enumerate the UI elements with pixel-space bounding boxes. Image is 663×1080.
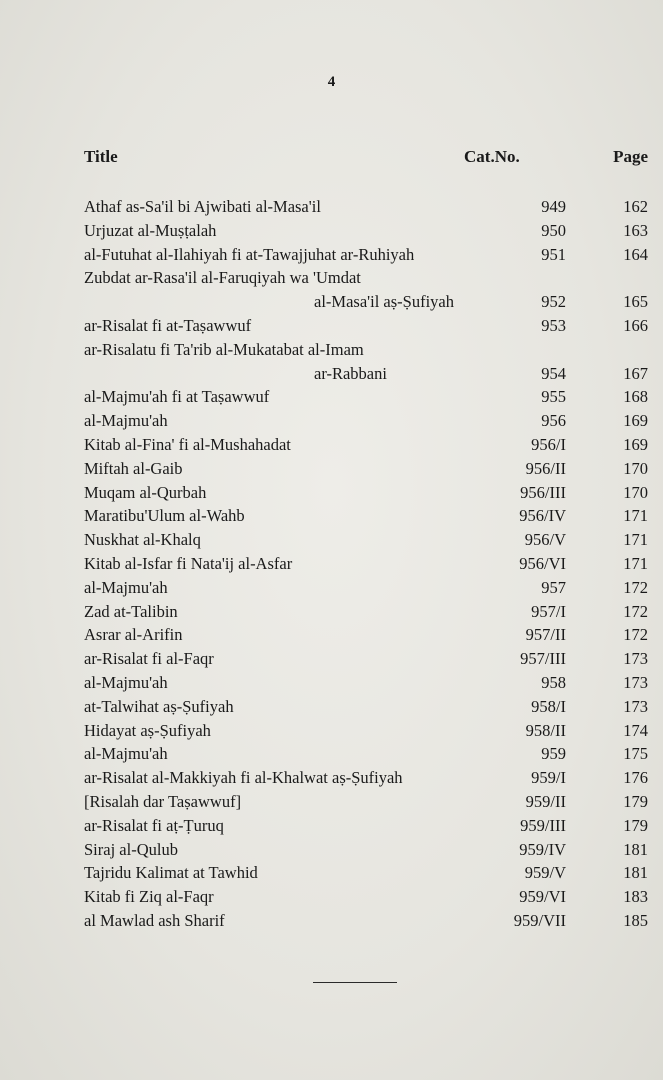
entry-cat-no: 959/I (531, 768, 566, 788)
entry-page: 175 (623, 744, 648, 764)
catalog-row (84, 839, 648, 863)
table-header (84, 147, 648, 169)
catalog-row (84, 862, 648, 886)
entry-title: Hidayat aṣ-Ṣufiyah (84, 720, 211, 740)
catalog-row (84, 553, 648, 577)
entry-page: 173 (623, 672, 648, 692)
entry-page: 168 (623, 387, 648, 407)
header-page: Page (613, 147, 648, 166)
entry-cat-no: 950 (541, 220, 566, 240)
entry-page: 164 (623, 244, 648, 264)
entry-cat-no: 953 (541, 315, 566, 335)
entry-page: 183 (623, 887, 648, 907)
entry-cat-no: 951 (541, 244, 566, 264)
catalog-row (84, 529, 648, 553)
catalog-row (84, 339, 648, 363)
entry-page: 185 (623, 910, 648, 930)
catalog-row (84, 291, 648, 315)
entry-page: 172 (623, 601, 648, 621)
entry-cat-no: 956/IV (519, 506, 566, 526)
entry-title: Maratibu'Ulum al-Wahb (84, 506, 245, 526)
entry-page: 169 (623, 411, 648, 431)
catalog-row (84, 386, 648, 410)
catalog-row (84, 886, 648, 910)
entry-page: 171 (623, 530, 648, 550)
entry-title: ar-Risalat al-Makkiyah fi al-Khalwat aṣ-Ṣufiyah (84, 768, 403, 788)
entry-page: 172 (623, 625, 648, 645)
entry-title: at-Talwihat aṣ-Ṣufiyah (84, 696, 234, 716)
catalog-row (84, 505, 648, 529)
entry-title: Muqam al-Qurbah (84, 482, 207, 502)
catalog-row (84, 791, 648, 815)
catalog-row (84, 244, 648, 268)
entry-page: 174 (623, 720, 648, 740)
entry-title: Kitab al-Fina' fi al-Mushahadat (84, 434, 291, 454)
entry-page: 181 (623, 839, 648, 859)
entry-cat-no: 958/I (531, 696, 566, 716)
entry-title: Nuskhat al-Khalq (84, 530, 201, 550)
entry-cat-no: 956/V (524, 530, 566, 550)
header-title: Title (84, 147, 118, 166)
entry-page: 170 (623, 482, 648, 502)
entry-cat-no: 956/VI (519, 553, 566, 573)
entry-title: ar-Risalat fi al-Faqr (84, 649, 214, 669)
catalog-row (84, 720, 648, 744)
entry-page: 165 (623, 292, 648, 312)
entry-page: 179 (623, 791, 648, 811)
catalog-row (84, 601, 648, 625)
header-cat-no: Cat.No. (464, 147, 520, 166)
entry-page: 181 (623, 863, 648, 883)
entry-title: Urjuzat al-Muṣṭalah (84, 220, 217, 240)
entry-page: 171 (623, 506, 648, 526)
catalog-row (84, 624, 648, 648)
footer-rule (313, 982, 397, 983)
entry-title: Kitab al-Isfar fi Nata'ij al-Asfar (84, 553, 293, 573)
entry-cat-no: 957/II (525, 625, 566, 645)
entry-title: Athaf as-Sa'il bi Ajwibati al-Masa'il (84, 197, 321, 216)
catalog-row (84, 315, 648, 339)
entry-title: ar-Risalat fi aṭ-Ṭuruq (84, 815, 224, 835)
entry-cat-no: 959/VI (519, 887, 566, 907)
entry-cat-no: 952 (541, 292, 566, 312)
entry-cat-no: 958 (541, 672, 566, 692)
entry-page: 163 (623, 220, 648, 240)
page-number: 4 (327, 74, 336, 90)
entry-cat-no: 956/I (531, 434, 566, 454)
entry-page: 166 (623, 315, 648, 335)
catalog-row (84, 648, 648, 672)
catalog-list (84, 196, 648, 934)
entry-title: Tajridu Kalimat at Tawhid (84, 863, 258, 883)
entry-cat-no: 959 (541, 744, 566, 764)
entry-title: al-Masa'il aṣ-Ṣufiyah (314, 292, 454, 312)
entry-title: Siraj al-Qulub (84, 839, 178, 859)
entry-title: al-Futuhat al-Ilahiyah fi at-Tawajjuhat ar-Ruhiyah (84, 244, 415, 264)
entry-page: 171 (623, 553, 648, 573)
entry-cat-no: 956/II (525, 458, 566, 478)
entry-cat-no: 957 (541, 577, 566, 597)
entry-title: ar-Risalat fi at-Taṣawwuf (84, 315, 252, 335)
entry-title: Asrar al-Arifin (84, 625, 183, 645)
catalog-row (84, 482, 648, 506)
entry-cat-no: 949 (541, 197, 566, 216)
entry-cat-no: 957/III (520, 649, 566, 669)
entry-page: 172 (623, 577, 648, 597)
catalog-row (84, 577, 648, 601)
catalog-row (84, 267, 648, 291)
entry-cat-no: 959/V (524, 863, 566, 883)
entry-cat-no: 958/II (525, 720, 566, 740)
entry-cat-no: 954 (541, 363, 566, 383)
entry-cat-no: 956/III (520, 482, 566, 502)
entry-title: al-Majmu'ah (84, 672, 168, 692)
entry-title: al Mawlad ash Sharif (84, 910, 225, 930)
catalog-row (84, 410, 648, 434)
catalog-row (84, 196, 648, 220)
catalog-row (84, 672, 648, 696)
entry-page: 173 (623, 649, 648, 669)
entry-cat-no: 959/III (520, 815, 566, 835)
entry-page: 173 (623, 696, 648, 716)
catalog-row (84, 434, 648, 458)
entry-cat-no: 957/I (531, 601, 566, 621)
entry-page: 176 (623, 768, 648, 788)
entry-cat-no: 959/II (525, 791, 566, 811)
catalog-row (84, 767, 648, 791)
entry-title: [Risalah dar Taṣawwuf] (84, 791, 242, 811)
entry-cat-no: 956 (541, 411, 566, 431)
entry-page: 167 (623, 363, 648, 383)
catalog-row (84, 910, 648, 934)
catalog-row (84, 363, 648, 387)
catalog-row (84, 815, 648, 839)
entry-page: 162 (623, 197, 648, 216)
entry-cat-no: 955 (541, 387, 566, 407)
catalog-row (84, 696, 648, 720)
entry-title: al-Majmu'ah (84, 744, 168, 764)
entry-title: al-Majmu'ah (84, 577, 168, 597)
entry-title: Miftah al-Gaib (84, 458, 183, 478)
entry-cat-no: 959/VII (513, 910, 566, 930)
entry-title: Zubdat ar-Rasa'il al-Faruqiyah wa 'Umdat (84, 268, 361, 288)
entry-cat-no: 959/IV (519, 839, 566, 859)
catalog-row (84, 220, 648, 244)
entry-title: ar-Rabbani (314, 363, 387, 383)
entry-title: Zad at-Talibin (84, 601, 178, 621)
entry-title: Kitab fi Ziq al-Faqr (84, 887, 214, 907)
entry-page: 170 (623, 458, 648, 478)
entry-title: ar-Risalatu fi Ta'rib al-Mukatabat al-Imam (84, 339, 364, 359)
entry-title: al-Majmu'ah fi at Taṣawwuf (84, 387, 270, 407)
catalog-row (84, 743, 648, 767)
entry-page: 179 (623, 815, 648, 835)
entry-page: 169 (623, 434, 648, 454)
catalog-row (84, 458, 648, 482)
entry-title: al-Majmu'ah (84, 411, 168, 431)
